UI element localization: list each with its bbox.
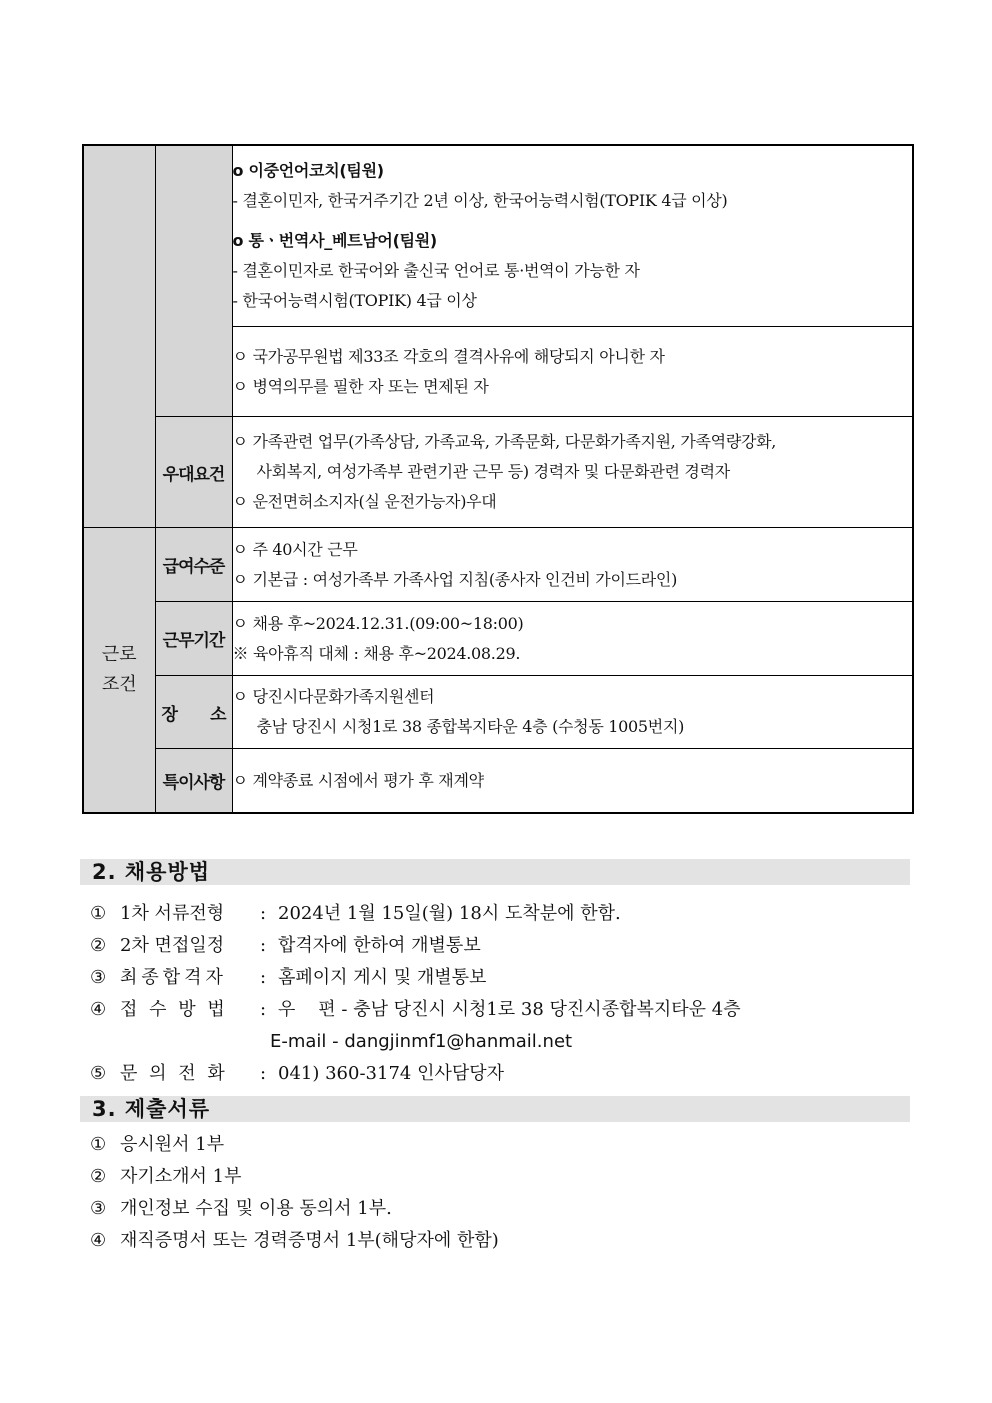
list-item xyxy=(90,1129,499,1161)
section-3-title: 3. 제출서류 xyxy=(80,1096,910,1122)
preferred-label: 우대요건 xyxy=(155,417,232,528)
position-heading-2: o 통ㆍ번역사_베트남어(팀원) xyxy=(232,231,437,250)
label-cell-blank xyxy=(155,145,232,417)
item-key: 1차 서류전형 xyxy=(120,903,225,924)
requirement-line: - 결혼이민자로 한국어와 출신국 언어로 통·번역이 가능한 자 xyxy=(232,261,640,280)
item-value: 개인정보 수집 및 이용 동의서 1부. xyxy=(120,1198,392,1219)
place-label: 장 소 xyxy=(155,676,232,749)
condition-line: ㅇ 기본급 : 여성가족부 가족사업 지침(종사자 인건비 가이드라인) xyxy=(232,569,678,589)
section-2-title: 2. 채용방법 xyxy=(80,859,910,885)
table-row xyxy=(83,145,913,327)
list-item xyxy=(90,1058,741,1090)
item-number: ⑤ xyxy=(90,1063,107,1084)
item-number: ④ xyxy=(90,1230,107,1251)
item-value: 응시원서 1부 xyxy=(120,1134,225,1155)
item-number: ② xyxy=(90,1166,107,1187)
period-cell xyxy=(232,602,913,676)
requirement-line: - 결혼이민자, 한국거주기간 2년 이상, 한국어능력시험(TOPIK 4급 이상) xyxy=(232,191,728,210)
item-value: 2024년 1월 15일(월) 18시 도착분에 한함. xyxy=(278,903,621,924)
work-conditions-category xyxy=(83,528,155,814)
item-separator: : xyxy=(260,935,267,956)
item-separator: : xyxy=(260,999,267,1020)
item-key: 문 의 전 화 xyxy=(120,1063,228,1084)
salary-cell xyxy=(232,528,913,602)
item-value: 자기소개서 1부 xyxy=(120,1166,242,1187)
item-value: 041) 360-3174 인사담당자 xyxy=(278,1063,505,1084)
place-cell xyxy=(232,676,913,749)
list-item xyxy=(90,930,741,962)
documents-list xyxy=(90,1129,499,1257)
item-number: ③ xyxy=(90,967,107,988)
item-number: ④ xyxy=(90,999,107,1020)
table-row xyxy=(83,602,913,676)
item-value: 합격자에 한하여 개별통보 xyxy=(278,935,481,956)
list-item xyxy=(90,898,741,930)
condition-line: ㅇ 주 40시간 근무 xyxy=(232,539,358,559)
item-separator: : xyxy=(260,903,267,924)
list-item xyxy=(90,1026,741,1058)
item-number: ① xyxy=(90,903,107,924)
item-number: ① xyxy=(90,1134,107,1155)
condition-line: ㅇ 채용 후~2024.12.31.(09:00~18:00) xyxy=(232,613,524,633)
item-number: ③ xyxy=(90,1198,107,1219)
condition-line: ㅇ 당진시다문화가족지원센터 xyxy=(232,687,435,706)
table-row xyxy=(83,528,913,602)
work-conditions-label: 근로 조건 xyxy=(101,644,137,695)
hiring-method-list xyxy=(90,898,741,1090)
item-value: E-mail - dangjinmf1@hanmail.net xyxy=(270,1031,573,1052)
table-row xyxy=(83,749,913,814)
table-row xyxy=(83,676,913,749)
condition-line: ※ 육아휴직 대체 : 채용 후~2024.08.29. xyxy=(232,643,521,663)
list-item xyxy=(90,994,741,1026)
item-key: 2차 면접일정 xyxy=(120,935,225,956)
notes-label: 특이사항 xyxy=(155,749,232,814)
table-row xyxy=(83,417,913,528)
list-item xyxy=(90,1193,499,1225)
position-heading-1: o 이중언어코치(팀원) xyxy=(232,161,384,180)
requirement-line: 사회복지, 여성가족부 관련기관 근무 등) 경력자 및 다문화관련 경력자 xyxy=(256,462,730,481)
requirement-line: ㅇ 국가공무원법 제33조 각호의 결격사유에 해당되지 아니한 자 xyxy=(232,346,665,366)
list-item xyxy=(90,1225,499,1257)
item-separator: : xyxy=(260,967,267,988)
requirement-line: ㅇ 병역의무를 필한 자 또는 면제된 자 xyxy=(232,376,489,396)
list-item xyxy=(90,962,741,994)
item-number: ② xyxy=(90,935,107,956)
category-cell-blank xyxy=(83,145,155,528)
list-item xyxy=(90,1161,499,1193)
requirement-line: - 한국어능력시험(TOPIK) 4급 이상 xyxy=(232,291,477,310)
item-key: 접 수 방 법 xyxy=(120,999,228,1020)
item-key: 최종합격자 xyxy=(120,967,227,988)
requirements-table xyxy=(82,144,914,814)
item-value: 우 편 - 충남 당진시 시청1로 38 당진시종합복지타운 4층 xyxy=(278,999,741,1020)
notes-cell xyxy=(232,749,913,814)
condition-line: 충남 당진시 시청1로 38 종합복지타운 4층 (수청동 1005번지) xyxy=(256,717,685,736)
requirement-line: ㅇ 운전면허소지자(실 운전가능자)우대 xyxy=(232,492,497,511)
item-value: 홈페이지 게시 및 개별통보 xyxy=(278,967,487,988)
position-requirements-cell xyxy=(232,145,913,327)
item-separator: : xyxy=(260,1063,267,1084)
requirement-line: ㅇ 가족관련 업무(가족상담, 가족교육, 가족문화, 다문화가족지원, 가족역량강화, xyxy=(232,432,777,451)
condition-line: ㅇ 계약종료 시점에서 평가 후 재계약 xyxy=(232,770,484,790)
salary-label: 급여수준 xyxy=(155,528,232,602)
preferred-requirements-cell xyxy=(232,417,913,528)
general-requirements-cell xyxy=(232,327,913,417)
period-label: 근무기간 xyxy=(155,602,232,676)
item-value: 재직증명서 또는 경력증명서 1부(해당자에 한함) xyxy=(120,1230,499,1251)
